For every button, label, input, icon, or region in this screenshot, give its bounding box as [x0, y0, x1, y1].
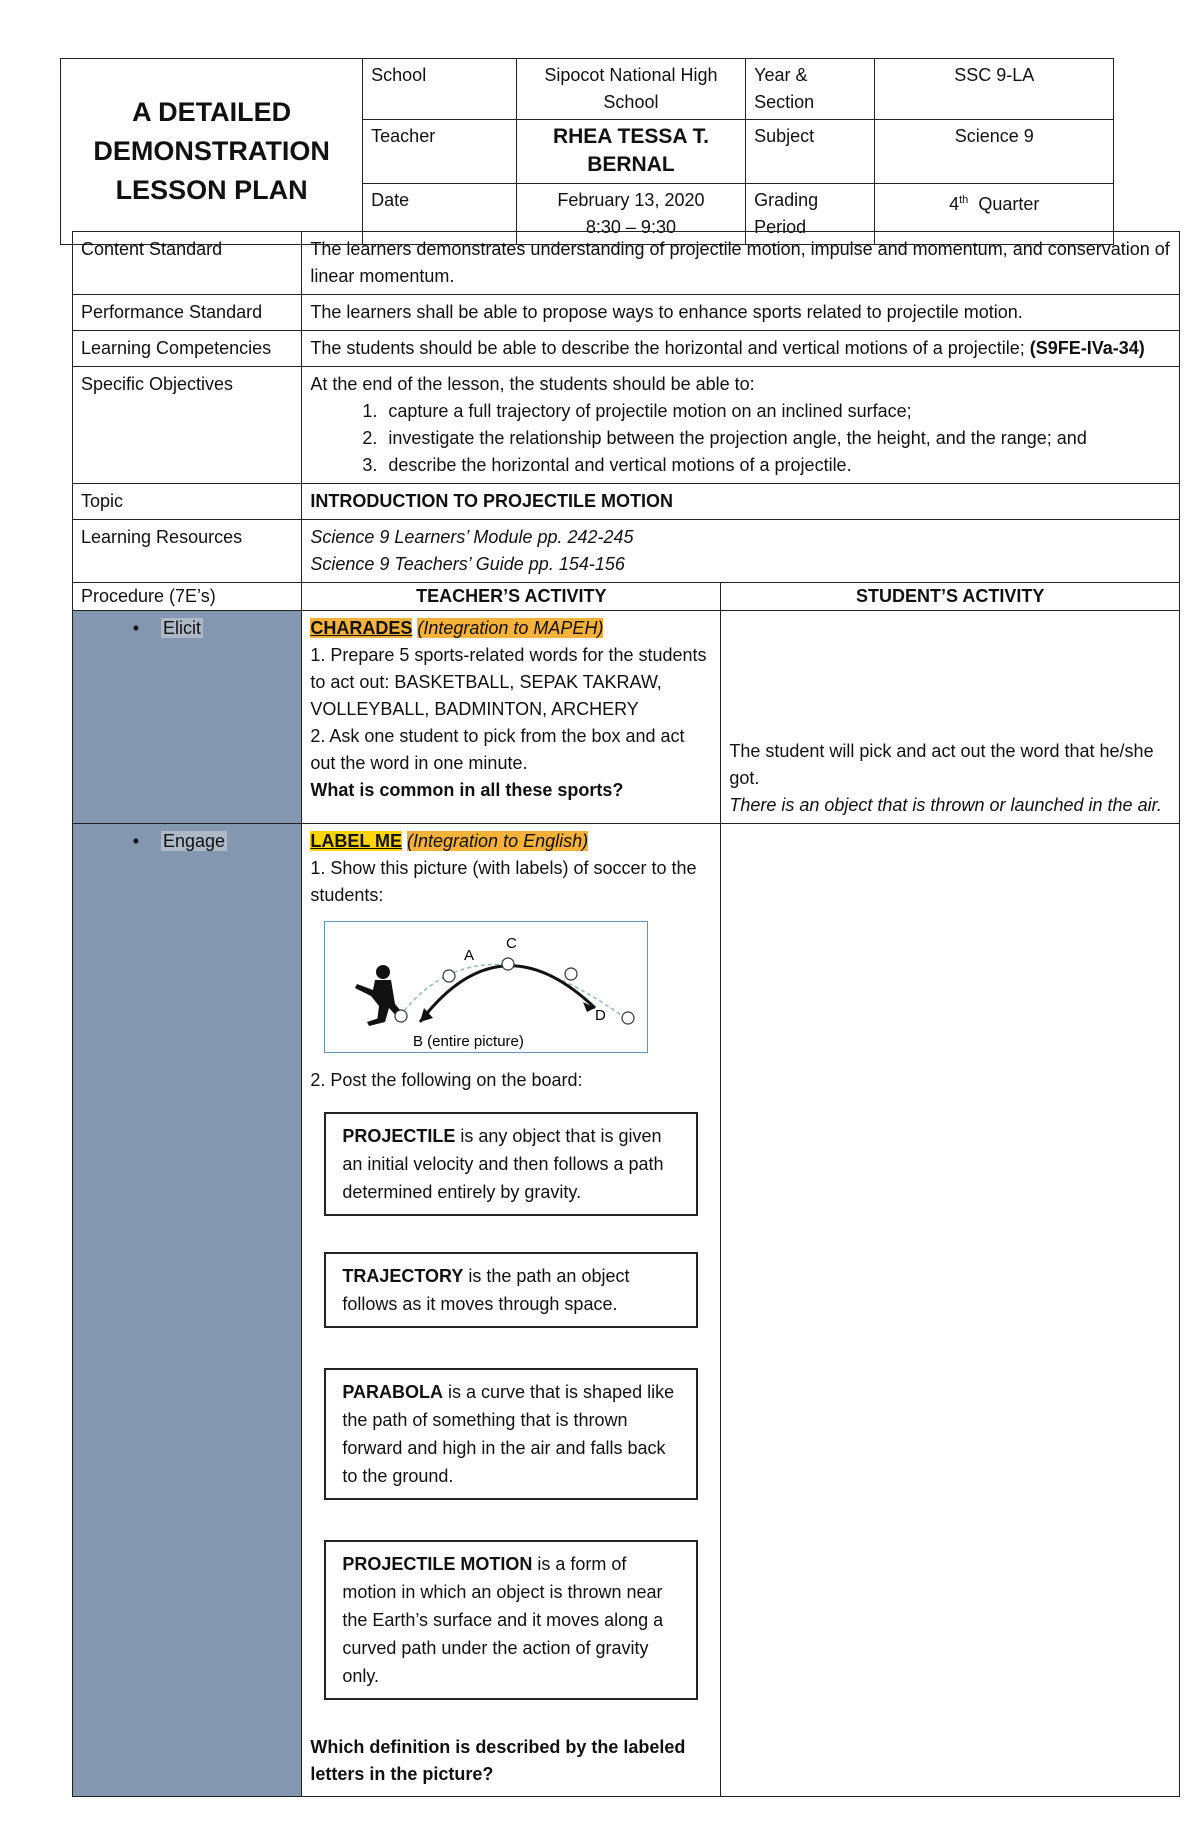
objective-item: 2. investigate the relationship between the projection angle, the height, and the range; and: [382, 425, 1171, 452]
performance-standard-row: [73, 295, 1180, 331]
elicit-label-cell: [73, 611, 302, 824]
bullet-icon: •: [132, 831, 139, 851]
engage-step-1: 1. Show this picture (with labels) of soccer to the students:: [310, 858, 697, 905]
definition-term: TRAJECTORY: [342, 1266, 464, 1286]
definition-term: PARABOLA: [342, 1382, 443, 1402]
label-d: D: [595, 1007, 607, 1024]
definition-text: is the path an object follows as it moves through space.: [342, 1266, 630, 1314]
topic-row: [73, 484, 1180, 520]
definition-term: PROJECTILE MOTION: [342, 1554, 533, 1574]
label-b: B (entire picture): [413, 1033, 525, 1050]
document-title: A DETAILED DEMONSTRATION LESSON PLAN: [61, 59, 363, 245]
label-me-title: LABEL ME: [310, 831, 402, 851]
label-c: C: [506, 935, 518, 952]
quarter-suffix: th: [959, 194, 969, 206]
soccer-trajectory-illustration: [325, 922, 647, 1052]
content-standard-text: The learners demonstrates understanding of projectile motion, impulse and momentum, and conservation of linear momentum.: [302, 232, 1180, 295]
performance-standard-text: The learners shall be able to propose ways to enhance sports related to projectile motion.: [302, 295, 1180, 331]
content-standard-label: Content Standard: [73, 232, 302, 295]
objectives-label: Specific Objectives: [73, 367, 302, 484]
subject-label: Subject: [746, 120, 875, 184]
definition-text: is a curve that is shaped like the path of something that is thrown forward and high in the air and falls back to the ground.: [342, 1382, 675, 1486]
date-text: February 13, 2020: [557, 190, 705, 210]
elicit-student-answer: There is an object that is thrown or launched in the air.: [729, 795, 1162, 815]
bullet-icon: •: [132, 618, 139, 638]
definition-term: PROJECTILE: [342, 1126, 456, 1146]
parabola-definition-box: [324, 1368, 698, 1500]
topic-label: Topic: [73, 484, 302, 520]
definition-text: is any object that is given an initial velocity and then follows a path determined entirely by gravity.: [342, 1126, 664, 1202]
school-value: Sipocot National High School: [516, 59, 745, 120]
topic-text: INTRODUCTION TO PROJECTILE MOTION: [302, 484, 1180, 520]
competencies-text: The students should be able to describe the horizontal and vertical motions of a projectile;: [310, 338, 1025, 358]
definition-text: is a form of motion in which an object is thrown near the Earth’s surface and it moves along a curved path under the action of gravity only.: [342, 1554, 664, 1686]
objective-item: 3. describe the horizontal and vertical motions of a projectile.: [382, 452, 1171, 479]
resources-cell: [302, 520, 1180, 583]
grading-period-label: Grading Period: [746, 184, 875, 245]
procedure-label: Procedure (7E’s): [73, 583, 302, 611]
engage-label-cell: [73, 824, 302, 1797]
competency-code: (S9FE-IVa-34): [1029, 338, 1145, 358]
teacher-activity-header: TEACHER’S ACTIVITY: [302, 583, 721, 611]
resources-row: [73, 520, 1180, 583]
content-standard-row: [73, 232, 1180, 295]
student-activity-header: STUDENT’S ACTIVITY: [721, 583, 1180, 611]
engage-student-cell: [721, 824, 1180, 1797]
performance-standard-label: Performance Standard: [73, 295, 302, 331]
objectives-intro: At the end of the lesson, the students should be able to:: [310, 374, 755, 394]
school-label: School: [363, 59, 517, 120]
time-text: 8:30 – 9:30: [585, 217, 676, 237]
resources-label: Learning Resources: [73, 520, 302, 583]
year-section-value: SSC 9-LA: [875, 59, 1114, 120]
label-a: A: [464, 947, 475, 964]
competencies-label: Learning Competencies: [73, 331, 302, 367]
year-section-label: Year & Section: [746, 59, 875, 120]
objective-item: 1. capture a full trajectory of projectile motion on an inclined surface;: [382, 398, 1171, 425]
elicit-student-cell: [721, 611, 1180, 824]
english-integration: (Integration to English): [407, 831, 589, 851]
elicit-row: [73, 611, 1180, 824]
projectile-definition-box: [324, 1112, 698, 1216]
objectives-cell: [302, 367, 1180, 484]
quarter-number: 4: [949, 194, 960, 214]
elicit-student-response: The student will pick and act out the word that he/she got.: [729, 741, 1154, 788]
date-label: Date: [363, 184, 517, 245]
competencies-row: [73, 331, 1180, 367]
elicit-teacher-cell: [302, 611, 721, 824]
resource-item: Science 9 Teachers’ Guide pp. 154-156: [310, 554, 625, 574]
competencies-cell: [302, 331, 1180, 367]
elicit-question: What is common in all these sports?: [310, 780, 624, 800]
engage-step-2: 2. Post the following on the board:: [310, 1070, 583, 1090]
trajectory-definition-box: [324, 1252, 698, 1328]
main-table: [72, 231, 1180, 1797]
teacher-name: RHEA TESSA T. BERNAL: [516, 120, 745, 184]
objectives-row: [73, 367, 1180, 484]
soccer-trajectory-figure: [324, 921, 648, 1053]
elicit-label: Elicit: [163, 618, 202, 638]
objectives-list: [310, 398, 1171, 479]
resource-item: Science 9 Learners’ Module pp. 242-245: [310, 527, 634, 547]
procedure-header-row: [73, 583, 1180, 611]
subject-value: Science 9: [875, 120, 1114, 184]
engage-question: Which definition is described by the labeled letters in the picture?: [310, 1737, 686, 1784]
engage-teacher-cell: [302, 824, 721, 1797]
charades-title: CHARADES: [310, 618, 413, 638]
teacher-label: Teacher: [363, 120, 517, 184]
engage-row: [73, 824, 1180, 1797]
header-table: [60, 58, 1114, 245]
quarter-text: Quarter: [978, 194, 1040, 214]
projectile-motion-definition-box: [324, 1540, 698, 1700]
engage-label: Engage: [163, 831, 226, 851]
elicit-step-2: 2. Ask one student to pick from the box and act out the word in one minute.: [310, 726, 685, 773]
elicit-step-1: 1. Prepare 5 sports-related words for the students to act out: BASKETBALL, SEPAK TAKRAW, VOLLEYBALL, BADMINTON, ARCHERY: [310, 645, 707, 719]
mapeh-integration: (Integration to MAPEH): [417, 618, 604, 638]
